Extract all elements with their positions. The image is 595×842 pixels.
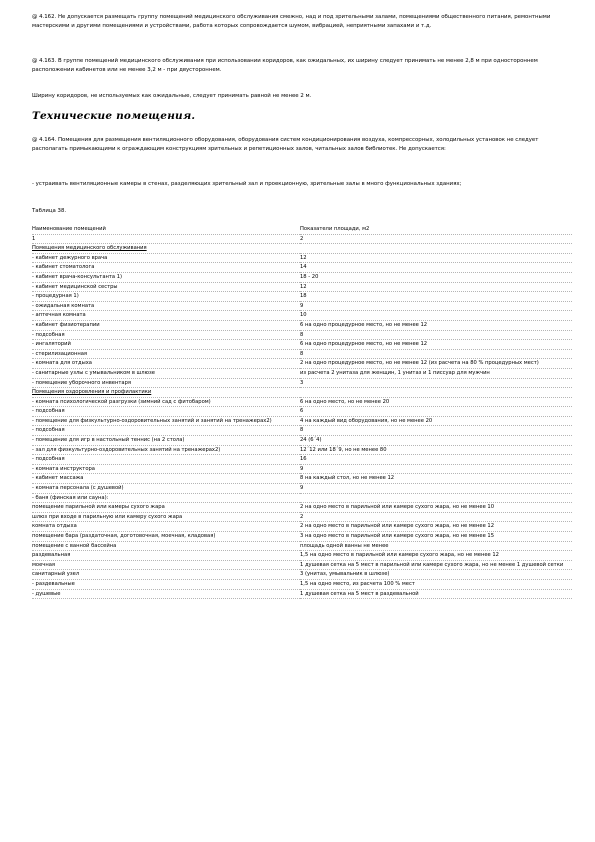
table-row	[32, 512, 572, 522]
table-row	[32, 292, 572, 302]
table-row	[32, 311, 572, 321]
cell-area-value: 14	[300, 263, 572, 273]
paragraph-4-163: @ 4.163. В группе помещений медицинского обслуживания при использовании коридоров, как ожидальных, их ширину следует принимать не менее 2,8 м при одностороннем расположении кабинетов или не менее 3,2 м - при двустороннем.	[32, 58, 538, 74]
cell-premise-name: - подсобная	[32, 455, 300, 465]
cell-premise-name: - комната инструктора	[32, 464, 300, 474]
table-section-row	[32, 244, 572, 254]
paragraph-4-162: @ 4.162. Не допускается размещать группу помещений медицинского обслуживания смежно, над и под зрительными залами, помещениями общественного питания, ремонтными мастерскими и другими помещениями и устройствами, работа которых сопровождается шумом, вибрацией, неприятными запахами и т.д.	[32, 14, 551, 30]
table-row	[32, 272, 572, 282]
table-row	[32, 436, 572, 446]
table-row	[32, 484, 572, 494]
cell-area-value: 1,5 на одно место, из расчета 100 % мест	[300, 579, 572, 589]
cell-premise-name: комната отдыха	[32, 522, 300, 532]
cell-area-value: 9	[300, 464, 572, 474]
table-row	[32, 368, 572, 378]
table-caption: Таблица 38.	[32, 208, 67, 214]
cell-area-value: 3	[300, 378, 572, 388]
cell-premise-name: - санитарные узлы с умывальником в шлюзе	[32, 368, 300, 378]
cell-area-value: 2 на одно процедурное место, но не менее 12 (из расчета на 80 % процедурных мест)	[300, 359, 572, 369]
table-row	[32, 263, 572, 273]
cell-premise-name: - комната для отдыха	[32, 359, 300, 369]
cell-premise-name: - кабинет стоматолога	[32, 263, 300, 273]
table-row	[32, 234, 572, 244]
cell-area-value: 8	[300, 330, 572, 340]
table-row	[32, 330, 572, 340]
cell-area-value: 2 на одно место в парильной или камере сухого жара, но не менее 12	[300, 522, 572, 532]
cell-premise-name: раздевальная	[32, 551, 300, 561]
cell-area-value: 2	[300, 512, 572, 522]
cell-area-value: 8 на каждый стол, но не менее 12	[300, 474, 572, 484]
cell-area-value: 6 на одно процедурное место, но не менее 12	[300, 340, 572, 350]
cell-area-value: из расчета 2 унитаза для женщин, 1 унитаз и 1 писсуар для мужчин	[300, 368, 572, 378]
cell-premise-name: - помещение для игр в настольный теннис (на 2 стола)	[32, 436, 300, 446]
cell-premise-name: - кабинет врача-консультанта 1)	[32, 272, 300, 282]
cell-area-value: 1 душевая сетка на 5 мест в парильной или камере сухого жара, но не менее 1 душевой сетки	[300, 560, 572, 570]
table-row	[32, 397, 572, 407]
cell-area-value: 18 - 20	[300, 272, 572, 282]
paragraph-bullet: - устраивать вентиляционные камеры в стенах, разделяющих зрительный зал и проекционную, зрительные залы в много функциональных зданиях;	[32, 181, 462, 187]
cell-area-value	[300, 388, 572, 398]
cell-premise-name: санитарный узел	[32, 570, 300, 580]
table-row	[32, 503, 572, 513]
table-row	[32, 426, 572, 436]
table-row	[32, 349, 572, 359]
table-row	[32, 464, 572, 474]
cell-premise-name: - кабинет медицинской сестры	[32, 282, 300, 292]
table-row	[32, 541, 572, 551]
cell-area-value: 2	[300, 234, 572, 244]
cell-premise-name: моечная	[32, 560, 300, 570]
cell-premise-name: - раздевальные	[32, 579, 300, 589]
cell-premise-name: Помещения медицинского обслуживания	[32, 244, 300, 254]
cell-premise-name: - аптечная комната	[32, 311, 300, 321]
cell-premise-name: помещение парильной или камеры сухого жара	[32, 503, 300, 513]
paragraph-corridor-width: Ширину коридоров, не используемых как ожидальные, следует принимать равной не менее 2 м.	[32, 93, 312, 99]
cell-area-value: 12	[300, 253, 572, 263]
table-row	[32, 407, 572, 417]
cell-premise-name: - ожидальная комната	[32, 301, 300, 311]
cell-premise-name: - кабинет физиотерапии	[32, 320, 300, 330]
cell-premise-name: помещение бара (раздаточная, доготовочная, моечная, кладовая)	[32, 532, 300, 542]
table-row	[32, 301, 572, 311]
cell-area-value: 6 на одно место, но не менее 20	[300, 397, 572, 407]
cell-premise-name: - подсобная	[32, 426, 300, 436]
cell-premise-name: - кабинет массажа	[32, 474, 300, 484]
table-row	[32, 416, 572, 426]
cell-area-value: 9	[300, 301, 572, 311]
table-row	[32, 282, 572, 292]
cell-area-value: 8	[300, 426, 572, 436]
cell-premise-name: - помещение для физкультурно-оздоровительных занятий и занятий на тренажерах2)	[32, 416, 300, 426]
cell-premise-name: - подсобная	[32, 330, 300, 340]
cell-area-value: 18	[300, 292, 572, 302]
cell-premise-name: - душевые	[32, 589, 300, 599]
cell-premise-name: - ингаляторий	[32, 340, 300, 350]
cell-premise-name: - процедурная 1)	[32, 292, 300, 302]
table-row	[32, 359, 572, 369]
cell-area-value: 3 (унитаз, умывальник в шлюзе)	[300, 570, 572, 580]
cell-premise-name: 1	[32, 234, 300, 244]
table-row	[32, 378, 572, 388]
cell-area-value: площадь одной ванны не менее	[300, 541, 572, 551]
cell-premise-name: шлюз при входе в парильную или камеру сухого жара	[32, 512, 300, 522]
table-row	[32, 570, 572, 580]
cell-area-value: 3 на одно место в парильной или камере сухого жара, но не менее 15	[300, 532, 572, 542]
cell-area-value	[300, 244, 572, 254]
table-row	[32, 340, 572, 350]
table-row	[32, 551, 572, 561]
cell-area-value: 1 душевая сетка на 5 мест в раздевальной	[300, 589, 572, 599]
cell-area-value: 4 на каждый вид оборудования, но не менее 20	[300, 416, 572, 426]
cell-premise-name: - стерилизационная	[32, 349, 300, 359]
cell-area-value: 6 на одно процедурное место, но не менее 12	[300, 320, 572, 330]
table-row	[32, 532, 572, 542]
table-row	[32, 522, 572, 532]
cell-area-value: 10	[300, 311, 572, 321]
cell-premise-name: - кабинет дежурного врача	[32, 253, 300, 263]
cell-premise-name: - комната психологической разгрузки (зимний сад с фитобаром)	[32, 397, 300, 407]
cell-area-value: 16	[300, 455, 572, 465]
cell-area-value: 9	[300, 484, 572, 494]
cell-premise-name: - зал для физкультурно-оздоровительных занятий на тренажерах2)	[32, 445, 300, 455]
table-row	[32, 253, 572, 263]
table-row	[32, 589, 572, 599]
table-section-row	[32, 388, 572, 398]
section-heading: Технические помещения.	[32, 110, 196, 122]
table-row	[32, 493, 572, 503]
cell-premise-name: Помещения оздоровления и профилактики	[32, 388, 300, 398]
column-header-name: Наименование помещений	[32, 225, 300, 234]
cell-area-value: 2 на одно место в парильной или камере сухого жара, но не менее 10	[300, 503, 572, 513]
table-row	[32, 579, 572, 589]
table-row	[32, 455, 572, 465]
paragraph-4-164: @ 4.164. Помещения для размещения вентиляционного оборудования, оборудования систем кондиционирования воздуха, компрессорных, холодильных установок не следует располагать примыкающими к ограждающим конструкциям зрительных и репетиционных залов, читальных залов библиотек. Не допускается:	[32, 137, 539, 153]
cell-premise-name: - помещение уборочного инвентаря	[32, 378, 300, 388]
premises-area-table	[32, 225, 572, 599]
cell-area-value: 8	[300, 349, 572, 359]
cell-premise-name: - подсобная	[32, 407, 300, 417]
table-body	[32, 225, 572, 599]
table-header-row	[32, 225, 572, 234]
cell-area-value	[300, 493, 572, 503]
table-row	[32, 320, 572, 330]
cell-area-value: 12´12 или 18´9, но не менее 80	[300, 445, 572, 455]
column-header-area: Показатели площади, м2	[300, 225, 572, 234]
cell-premise-name: - баня (финская или сауна):	[32, 493, 300, 503]
cell-area-value: 6	[300, 407, 572, 417]
cell-area-value: 1,5 на одно место в парильной или камере сухого жара, но не менее 12	[300, 551, 572, 561]
cell-premise-name: помещение с ванной бассейна	[32, 541, 300, 551]
cell-area-value: 24 (6´4)	[300, 436, 572, 446]
cell-premise-name: - комната персонала (с душевой)	[32, 484, 300, 494]
table-row	[32, 474, 572, 484]
table-row	[32, 560, 572, 570]
cell-area-value: 12	[300, 282, 572, 292]
table-row	[32, 445, 572, 455]
